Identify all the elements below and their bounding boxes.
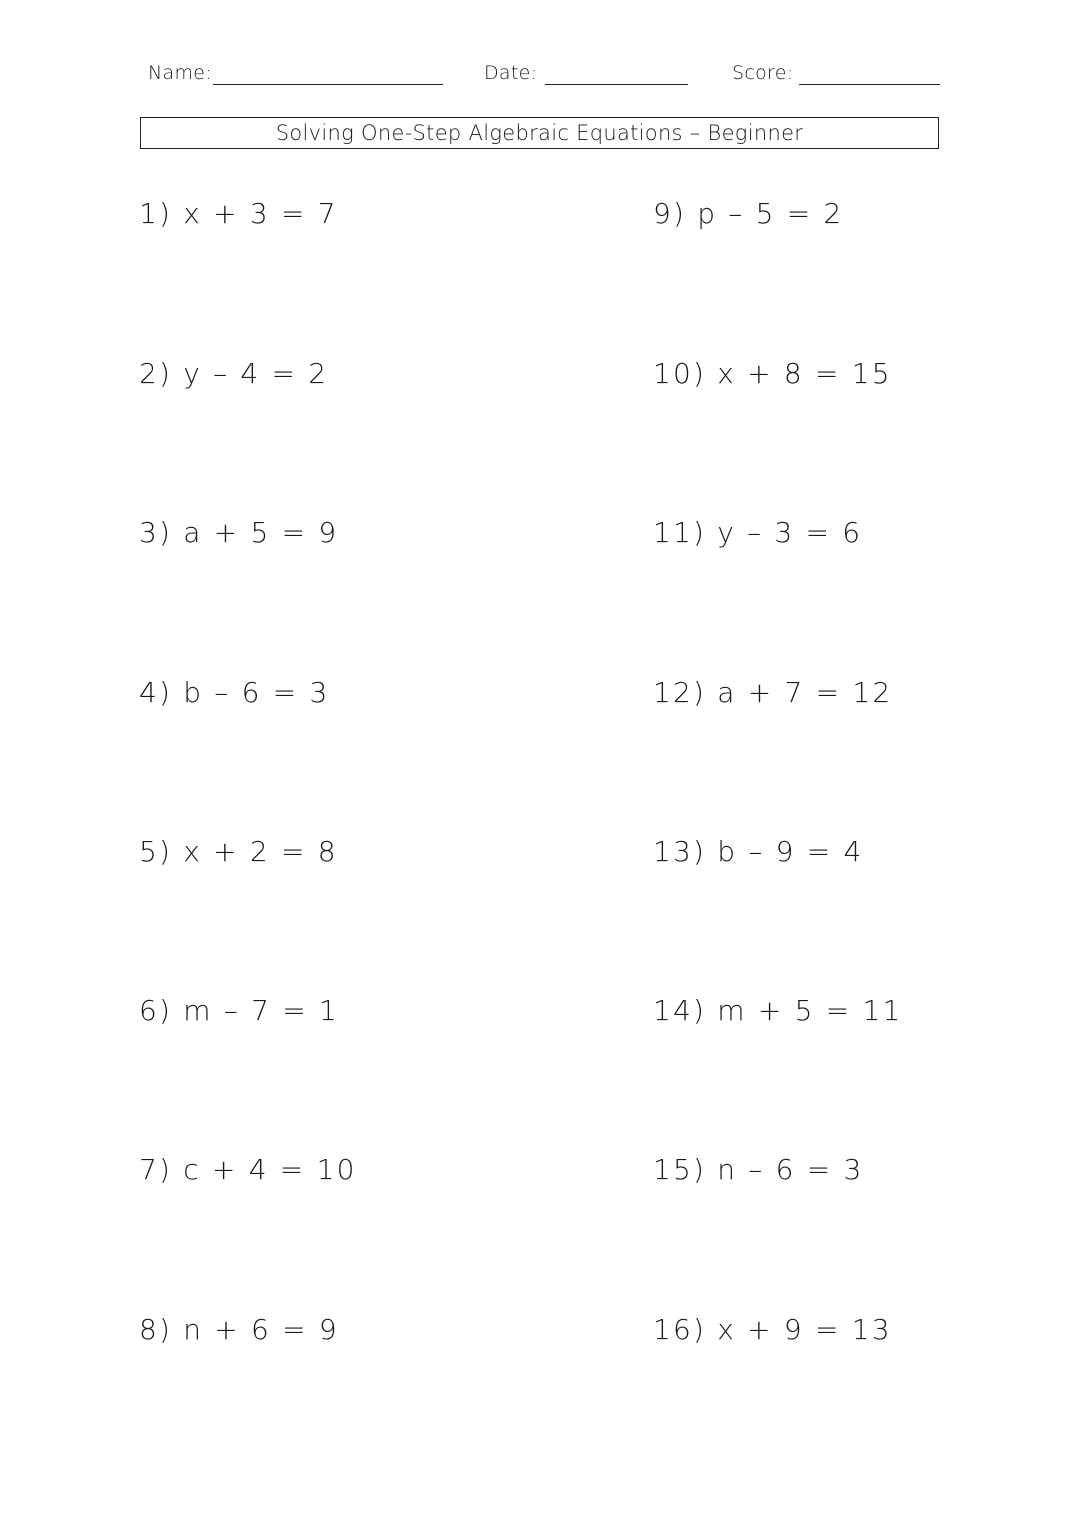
- score-field[interactable]: [799, 84, 940, 85]
- problem-9: 9) p – 5 = 2: [653, 197, 844, 230]
- problem-12: 12) a + 7 = 12: [653, 676, 893, 709]
- problem-11: 11) y – 3 = 6: [653, 516, 863, 549]
- problem-2: 2) y – 4 = 2: [139, 357, 329, 390]
- problem-15: 15) n – 6 = 3: [653, 1153, 864, 1186]
- problem-4: 4) b – 6 = 3: [139, 676, 330, 709]
- name-label: Name:: [148, 62, 212, 84]
- score-label: Score:: [732, 62, 794, 84]
- problem-5: 5) x + 2 = 8: [139, 835, 338, 868]
- date-field[interactable]: [545, 84, 688, 85]
- problem-1: 1) x + 3 = 7: [139, 197, 338, 230]
- problem-13: 13) b – 9 = 4: [653, 835, 864, 868]
- name-field[interactable]: [213, 84, 443, 85]
- problem-3: 3) a + 5 = 9: [139, 516, 339, 549]
- problem-10: 10) x + 8 = 15: [653, 357, 892, 390]
- worksheet-title: Solving One-Step Algebraic Equations – Beginner: [140, 117, 939, 149]
- problem-7: 7) c + 4 = 10: [139, 1153, 357, 1186]
- date-label: Date:: [484, 62, 538, 84]
- problem-16: 16) x + 9 = 13: [653, 1313, 892, 1346]
- problem-8: 8) n + 6 = 9: [139, 1313, 339, 1346]
- problem-14: 14) m + 5 = 11: [653, 994, 903, 1027]
- problem-6: 6) m – 7 = 1: [139, 994, 340, 1027]
